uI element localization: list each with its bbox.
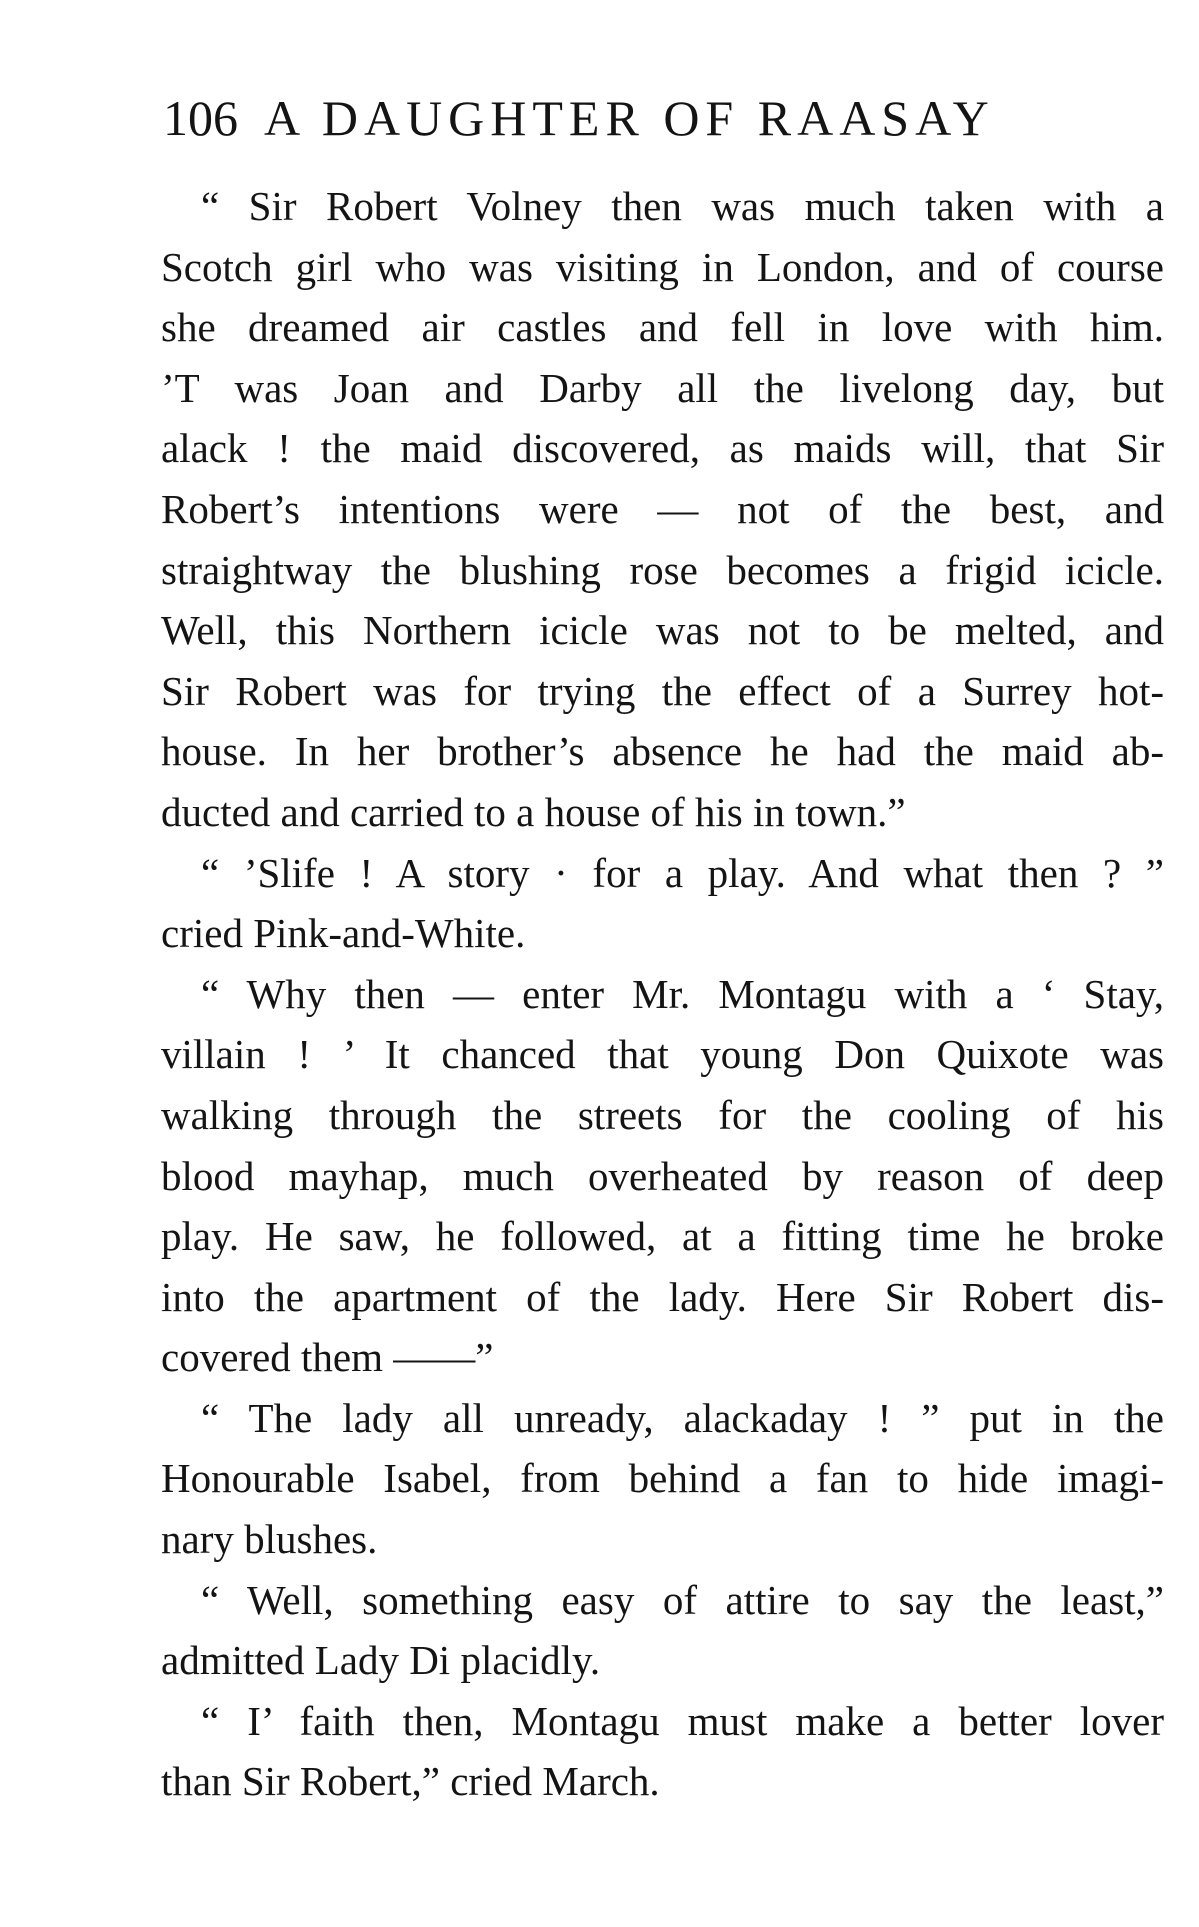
text-line: alack ! the maid discovered, as maids will, that Sir xyxy=(161,425,1164,472)
text-line: “ Sir Robert Volney then was much taken with a xyxy=(201,183,1164,229)
paragraph-3 xyxy=(161,964,1164,1388)
text-line: she dreamed air castles and fell in love with him. xyxy=(161,304,1164,351)
text-line: ducted and carried to a house of his in town.” xyxy=(161,788,906,835)
text-line: “ ’Slife ! A story · for a play. And what then ? ” xyxy=(201,849,1164,896)
paragraph-5 xyxy=(161,1570,1164,1691)
paragraph-4 xyxy=(161,1388,1164,1570)
text-line: “ Well, something easy of attire to say the least,” xyxy=(201,1576,1164,1623)
running-header xyxy=(163,78,1163,158)
text-line: admitted Lady Di placidly. xyxy=(161,1637,601,1684)
body-text xyxy=(161,176,1164,1812)
text-line: blood mayhap, much overheated by reason of deep xyxy=(161,1152,1164,1199)
paragraph-6 xyxy=(161,1691,1164,1812)
running-title: A DAUGHTER OF RAASAY xyxy=(264,90,995,146)
text-line: Honourable Isabel, from behind a fan to hide imagi- xyxy=(161,1455,1164,1502)
text-line: Sir Robert was for trying the effect of a Surrey hot- xyxy=(161,667,1164,714)
text-line: cried Pink-and-White. xyxy=(161,910,526,957)
text-line: Scotch girl who was visiting in London, and of course xyxy=(161,243,1164,290)
text-line: “ The lady all unready, alackaday ! ” put in the xyxy=(201,1394,1164,1441)
paragraph-2 xyxy=(161,843,1164,964)
page-number: 106 xyxy=(163,90,238,146)
text-line: ’T was Joan and Darby all the livelong day, but xyxy=(161,364,1164,411)
text-line: Robert’s intentions were — not of the best, and xyxy=(161,485,1164,532)
text-line: villain ! ’ It chanced that young Don Quixote was xyxy=(161,1031,1164,1078)
text-line: play. He saw, he followed, at a fitting time he broke xyxy=(161,1213,1164,1260)
text-line: into the apartment of the lady. Here Sir Robert dis- xyxy=(161,1273,1164,1320)
text-line: Well, this Northern icicle was not to be melted, and xyxy=(161,607,1164,654)
text-line: than Sir Robert,” cried March. xyxy=(161,1758,660,1805)
text-line: house. In her brother’s absence he had the maid ab- xyxy=(161,728,1164,775)
text-line: nary blushes. xyxy=(161,1516,378,1563)
text-line: walking through the streets for the cooling of his xyxy=(161,1091,1164,1138)
text-line: straightway the blushing rose becomes a frigid icicle. xyxy=(161,546,1164,593)
text-line: covered them ——” xyxy=(161,1334,494,1381)
paragraph-1 xyxy=(161,176,1164,843)
text-line: “ Why then — enter Mr. Montagu with a ‘ Stay, xyxy=(201,970,1164,1017)
text-line: “ I’ faith then, Montagu must make a better lover xyxy=(201,1697,1164,1744)
